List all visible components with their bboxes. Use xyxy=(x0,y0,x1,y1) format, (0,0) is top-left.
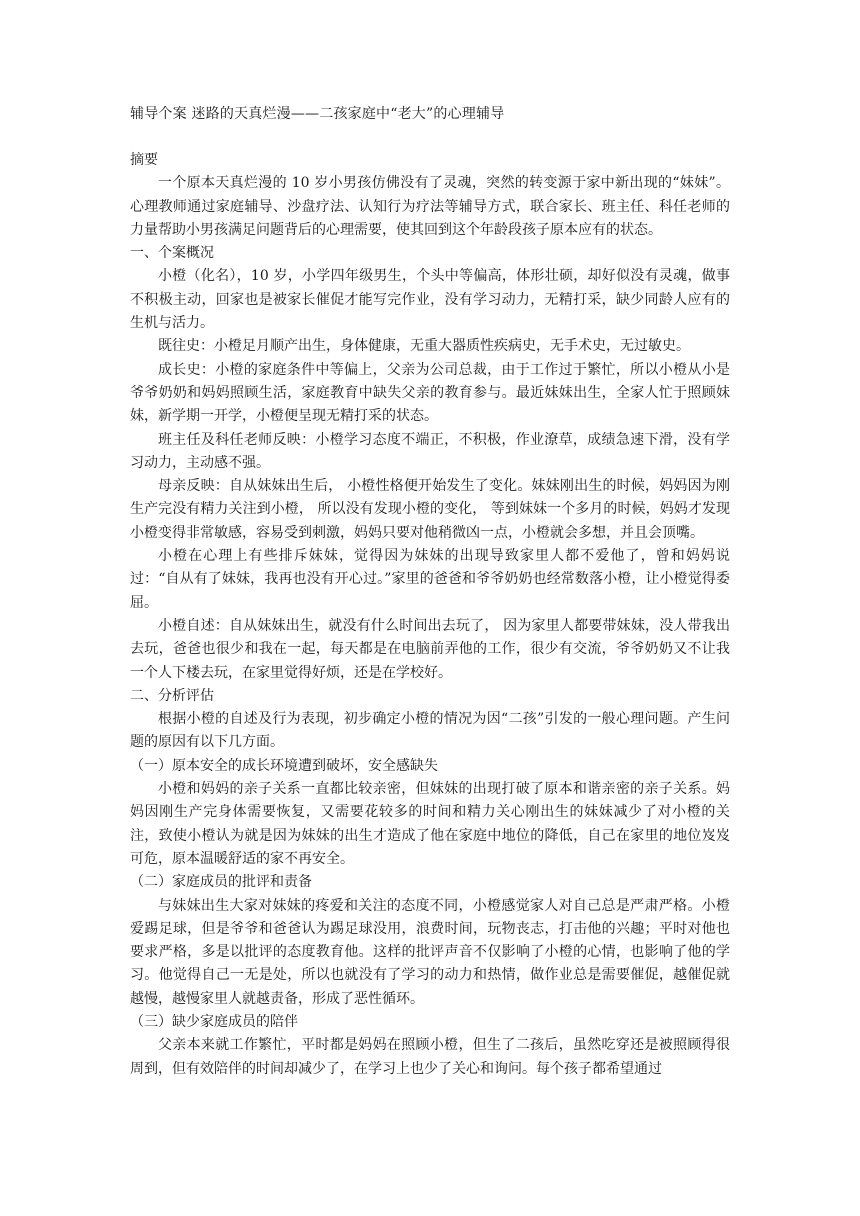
medical-history-paragraph: 既往史：小橙足月顺产出生，身体健康，无重大器质性疾病史，无手术史，无过敏史。 xyxy=(158,338,690,355)
companionship-paragraph: 父亲本来就工作繁忙，平时都是妈妈在照顾小橙，但生了二孩后，虽然吃穿还是被照顾得很周到，但有效陪伴的时间却减少了，在学习上也少了关心和询问。每个孩子都希望通过 xyxy=(130,1037,730,1077)
growth-history-paragraph: 成长史：小橙的家庭条件中等偏上，父亲为公司总裁，由于工作过于繁忙，所以小橙从小是爷爷奶奶和妈妈照顾生活，家庭教育中缺失父亲的教育参与。最近妹妹出生，全家人忙于照顾妹妹，新学期一开学，小橙便呈现无精打采的状态。 xyxy=(130,361,730,425)
psychology-paragraph: 小橙在心理上有些排斥妹妹，觉得因为妹妹的出现导致家里人都不爱他了，曾和妈妈说过：“自从有了妹妹，我再也没有开心过。”家里的爸爸和爷爷奶奶也经常数落小橙，让小橙觉得委屈。 xyxy=(130,548,730,611)
subsection-heading-criticism: （二）家庭成员的批评和责备 xyxy=(130,874,312,891)
blank-line xyxy=(130,126,730,149)
security-paragraph: 小橙和妈妈的亲子关系一直都比较亲密，但妹妹的出现打破了原本和谐亲密的亲子关系。妈妈因刚生产完身体需要恢复，又需要花较多的时间和精力关心刚出生的妹妹减少了对小橙的关注，致使小橙认为就是因为妹妹的出生才造成了他在家庭中地位的降低，自己在家里的地位岌岌可危，原本温暖舒适的家不再安全。 xyxy=(130,781,730,867)
document-title: 辅导个案 迷路的天真烂漫——二孩家庭中“老大”的心理辅导 xyxy=(130,106,505,122)
abstract-label: 摘要 xyxy=(130,152,158,168)
section-heading-analysis: 二、分析评估 xyxy=(130,687,214,704)
case-overview-paragraph: 小橙（化名），10 岁，小学四年级男生，个头中等偏高，体形壮硕，却好似没有灵魂，做事不积极主动，回家也是被家长催促才能写完作业，没有学习动力，无精打采，缺少同龄人应有的生机与活力。 xyxy=(130,268,730,332)
mother-feedback-paragraph: 母亲反映：自从妹妹出生后， 小橙性格便开始发生了变化。妹妹刚出生的时候，妈妈因为刚生产完没有精力关注到小橙， 所以没有发现小橙的变化， 等到妹妹一个多月的时候，妈妈才发现小橙变得非常敏感，容易受到刺激，妈妈只要对他稍微凶一点，小橙就会多想，并且会顶嘴。 xyxy=(130,478,730,541)
teacher-feedback-paragraph: 班主任及科任老师反映：小橙学习态度不端正，不积极，作业潦草，成绩急速下滑，没有学习动力，主动感不强。 xyxy=(130,431,730,471)
abstract-text: 一个原本天真烂漫的 10 岁小男孩仿佛没有了灵魂，突然的转变源于家中新出现的“妹妹”。心理教师通过家庭辅导、沙盘疗法、认知行为疗法等辅导方式，联合家长、班主任、科任老师的力量帮助小男孩满足问题背后的心理需要，使其回到这个年龄段孩子原本应有的状态。 xyxy=(130,175,730,238)
section-heading-case-overview: 一、个案概况 xyxy=(130,245,214,262)
subsection-heading-companionship: （三）缺少家庭成员的陪伴 xyxy=(130,1013,298,1030)
criticism-paragraph: 与妹妹出生大家对妹妹的疼爱和关注的态度不同，小橙感觉家人对自己总是严肃严格。小橙爱踢足球，但是爷爷和爸爸认为踢足球没用，浪费时间，玩物丧志，打击他的兴趣；平时对他也要求严格，多是以批评的态度教育他。这样的批评声音不仅影响了小橙的心情，也影响了他的学习。他觉得自己一无是处，所以也就没有了学习的动力和热情，做作业总是需要催促，越催促就越慢，越慢家里人就越责备，形成了恶性循环。 xyxy=(130,897,730,1007)
analysis-intro-paragraph: 根据小橙的自述及行为表现，初步确定小橙的情况为因“二孩”引发的一般心理问题。产生问题的原因有以下几方面。 xyxy=(130,711,730,751)
document-body xyxy=(130,103,730,1081)
self-report-paragraph: 小橙自述：自从妹妹出生，就没有什么时间出去玩了， 因为家里人都要带妹妹，没人带我出去玩，爸爸也很少和我在一起，每天都是在电脑前弄他的工作，很少有交流，爷爷奶奶又不让我一个人下楼去玩，在家里觉得好烦，还是在学校好。 xyxy=(130,617,730,681)
subsection-heading-security: （一）原本安全的成长环境遭到破坏，安全感缺失 xyxy=(130,757,438,774)
